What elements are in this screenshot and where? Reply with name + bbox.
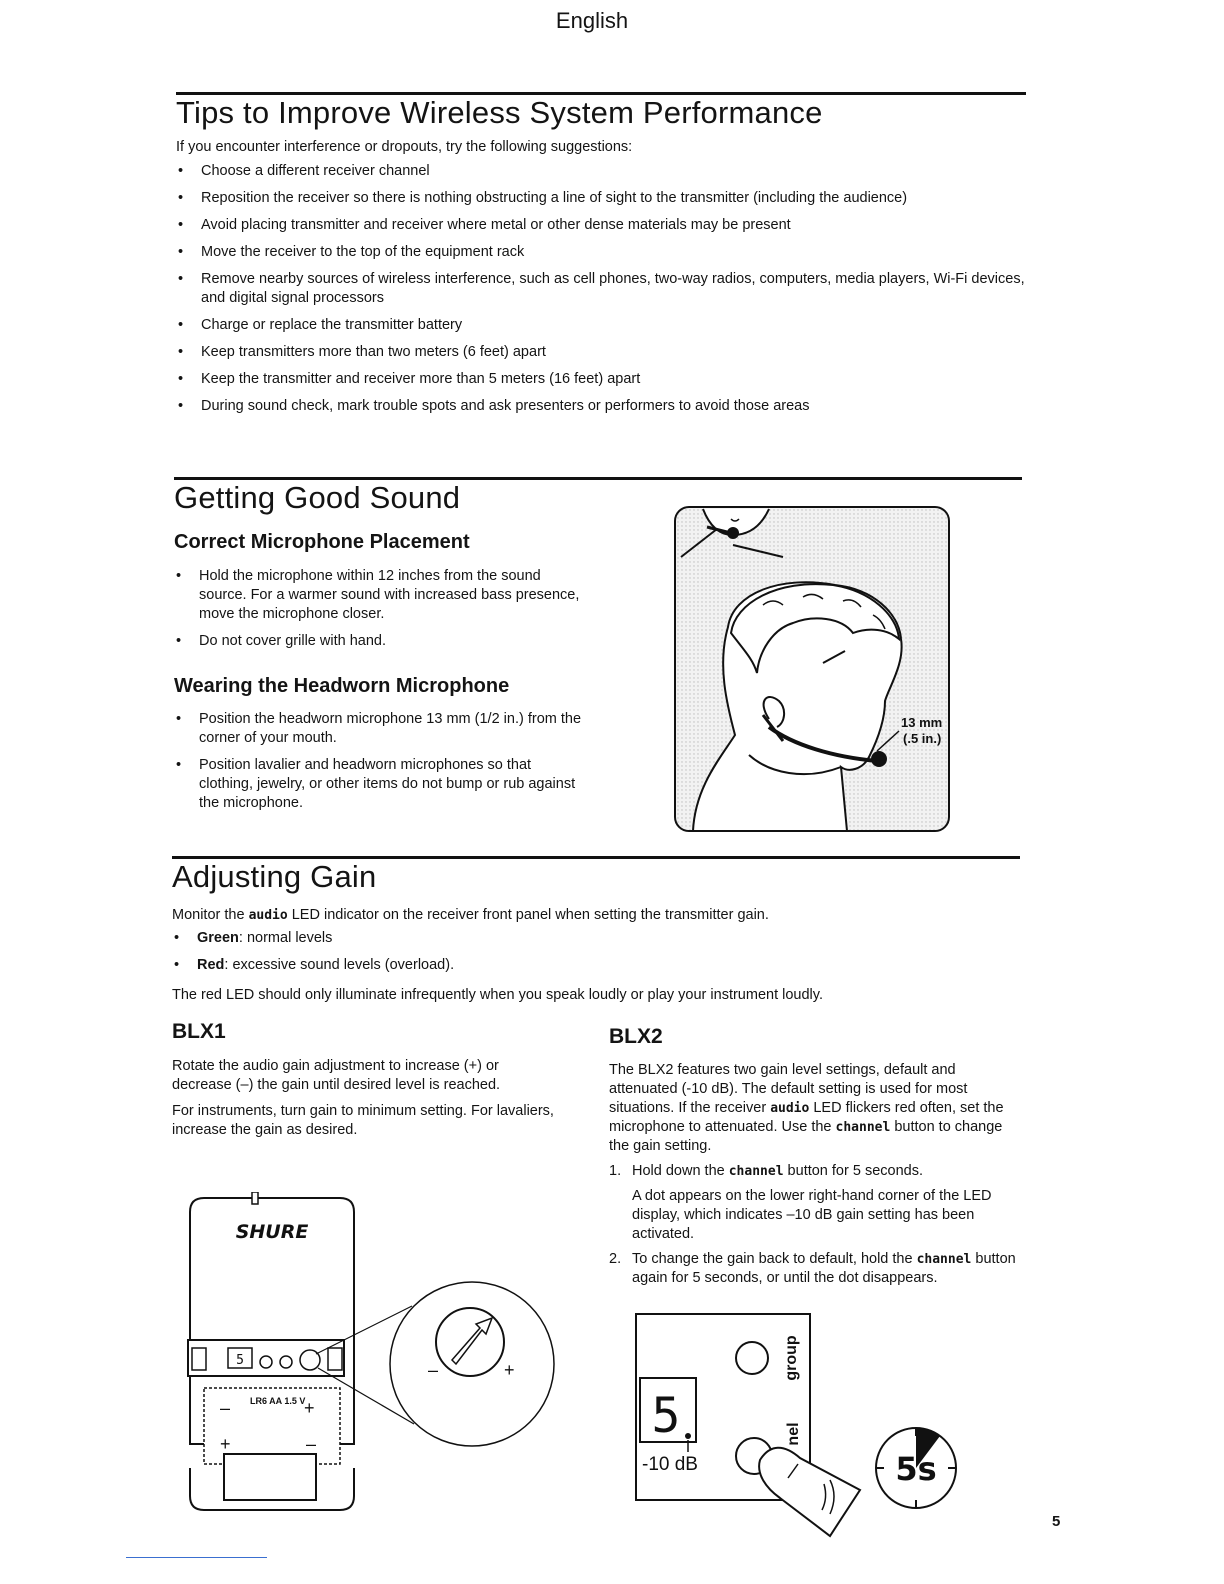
blx1-transmitter-illustration [180, 1192, 560, 1524]
gain-plus-label: + [504, 1360, 515, 1380]
list-item: • Keep the transmitter and receiver more than 5 meters (16 feet) apart [176, 370, 1026, 389]
blx1-paragraph-1: Rotate the audio gain adjustment to increase (+) or decrease (–) the gain until desired level is reached. [172, 1058, 501, 1093]
footnote-rule [126, 1557, 267, 1558]
list-item: • Move the receiver to the top of the equipment rack [176, 243, 1026, 262]
list-item: • Remove nearby sources of wireless interference, such as cell phones, two-way radios, computers, media players, Wi-Fi devices, and digital signal processors [176, 270, 1026, 308]
gain-minus-label: – [428, 1360, 439, 1380]
headworn-mic-illustration [673, 505, 951, 833]
blx2-heading: BLX2 [609, 1025, 663, 1048]
placement-heading: Correct Microphone Placement [174, 531, 470, 553]
channel-code: channel [835, 1120, 891, 1135]
battery-minus: – [220, 1398, 231, 1418]
list-item: • Do not cover grille with hand. [174, 632, 584, 651]
list-item: • Green: normal levels [172, 929, 772, 948]
gain-title: Adjusting Gain [172, 859, 377, 894]
headworn-list [174, 710, 584, 821]
sound-title: Getting Good Sound [174, 480, 461, 515]
battery-plus: + [220, 1434, 231, 1454]
blx1-heading: BLX1 [172, 1020, 226, 1043]
list-item: • Hold the microphone within 12 inches from the sound source. For a warmer sound with increased bass presence, move the microphone closer. [174, 567, 584, 624]
tips-intro: If you encounter interference or dropouts, try the following suggestions: [176, 139, 633, 155]
blx2-paragraph: The BLX2 features two gain level settings, default and attenuated (-10 dB). The default setting is used for most situations. If the receiver audio LED flickers red often, set the microphone to attenuated. Use the channel button to change the gain setting. [609, 1062, 1004, 1154]
battery-minus: – [306, 1434, 317, 1454]
distance-in-label: (.5 in.) [903, 731, 942, 746]
channel-code: channel [728, 1164, 784, 1179]
led-display-digit: 5 [651, 1388, 681, 1444]
timer-label: 5s [895, 1450, 937, 1488]
list-item: • Avoid placing transmitter and receiver where metal or other dense materials may be present [176, 216, 1026, 235]
svg-text:5: 5 [236, 1353, 244, 1368]
tips-list [176, 162, 1026, 424]
list-item: • During sound check, mark trouble spots and ask presenters or performers to avoid those areas [176, 397, 1026, 416]
battery-label: LR6 AA 1.5 V [250, 1396, 306, 1406]
placement-list [174, 567, 584, 659]
blx1-paragraph-2: For instruments, turn gain to minimum setting. For lavaliers, increase the gain as desired. [172, 1103, 554, 1138]
blx2-receiver-illustration [630, 1308, 970, 1538]
list-item: • Reposition the receiver so there is nothing obstructing a line of sight to the transmitter (including the audience) [176, 189, 1026, 208]
channel-code: channel [916, 1252, 972, 1267]
gain-note: The red LED should only illuminate infrequently when you speak loudly or play your instrument loudly. [172, 987, 823, 1003]
list-item: • Position lavalier and headworn microphones so that clothing, jewelry, or other items do not bump or rub against the microphone. [174, 756, 584, 813]
list-item: 2. To change the gain back to default, hold the channel button again for 5 seconds, or until the dot disappears. [609, 1251, 1016, 1286]
battery-plus: + [304, 1398, 315, 1418]
list-item: • Red: excessive sound levels (overload). [172, 956, 772, 975]
audio-code: audio [248, 908, 288, 923]
db-label: -10 dB [642, 1454, 698, 1475]
shure-logo: SHURE [235, 1221, 309, 1243]
page-number: 5 [1052, 1513, 1061, 1530]
distance-mm-label: 13 mm [901, 715, 943, 730]
channel-label: nel [785, 1422, 802, 1446]
language-label: English [555, 8, 629, 33]
list-item: • Position the headworn microphone 13 mm (1/2 in.) from the corner of your mouth. [174, 710, 584, 748]
tips-title: Tips to Improve Wireless System Performance [176, 95, 823, 130]
headworn-heading: Wearing the Headworn Microphone [174, 675, 510, 697]
blx2-steps [609, 1162, 1019, 1288]
list-item: • Keep transmitters more than two meters (6 feet) apart [176, 343, 1026, 362]
gain-intro: Monitor the audio LED indicator on the receiver front panel when setting the transmitter gain. [172, 907, 769, 923]
list-item: • Choose a different receiver channel [176, 162, 1026, 181]
step-note: A dot appears on the lower right-hand corner of the LED display, which indicates –10 dB gain setting has been activated. [632, 1188, 992, 1242]
group-label: group [783, 1335, 800, 1381]
gain-levels-list [172, 929, 772, 975]
audio-code: audio [770, 1101, 810, 1116]
list-item: • Charge or replace the transmitter battery [176, 316, 1026, 335]
list-item: 1. Hold down the channel button for 5 seconds. [609, 1163, 923, 1179]
